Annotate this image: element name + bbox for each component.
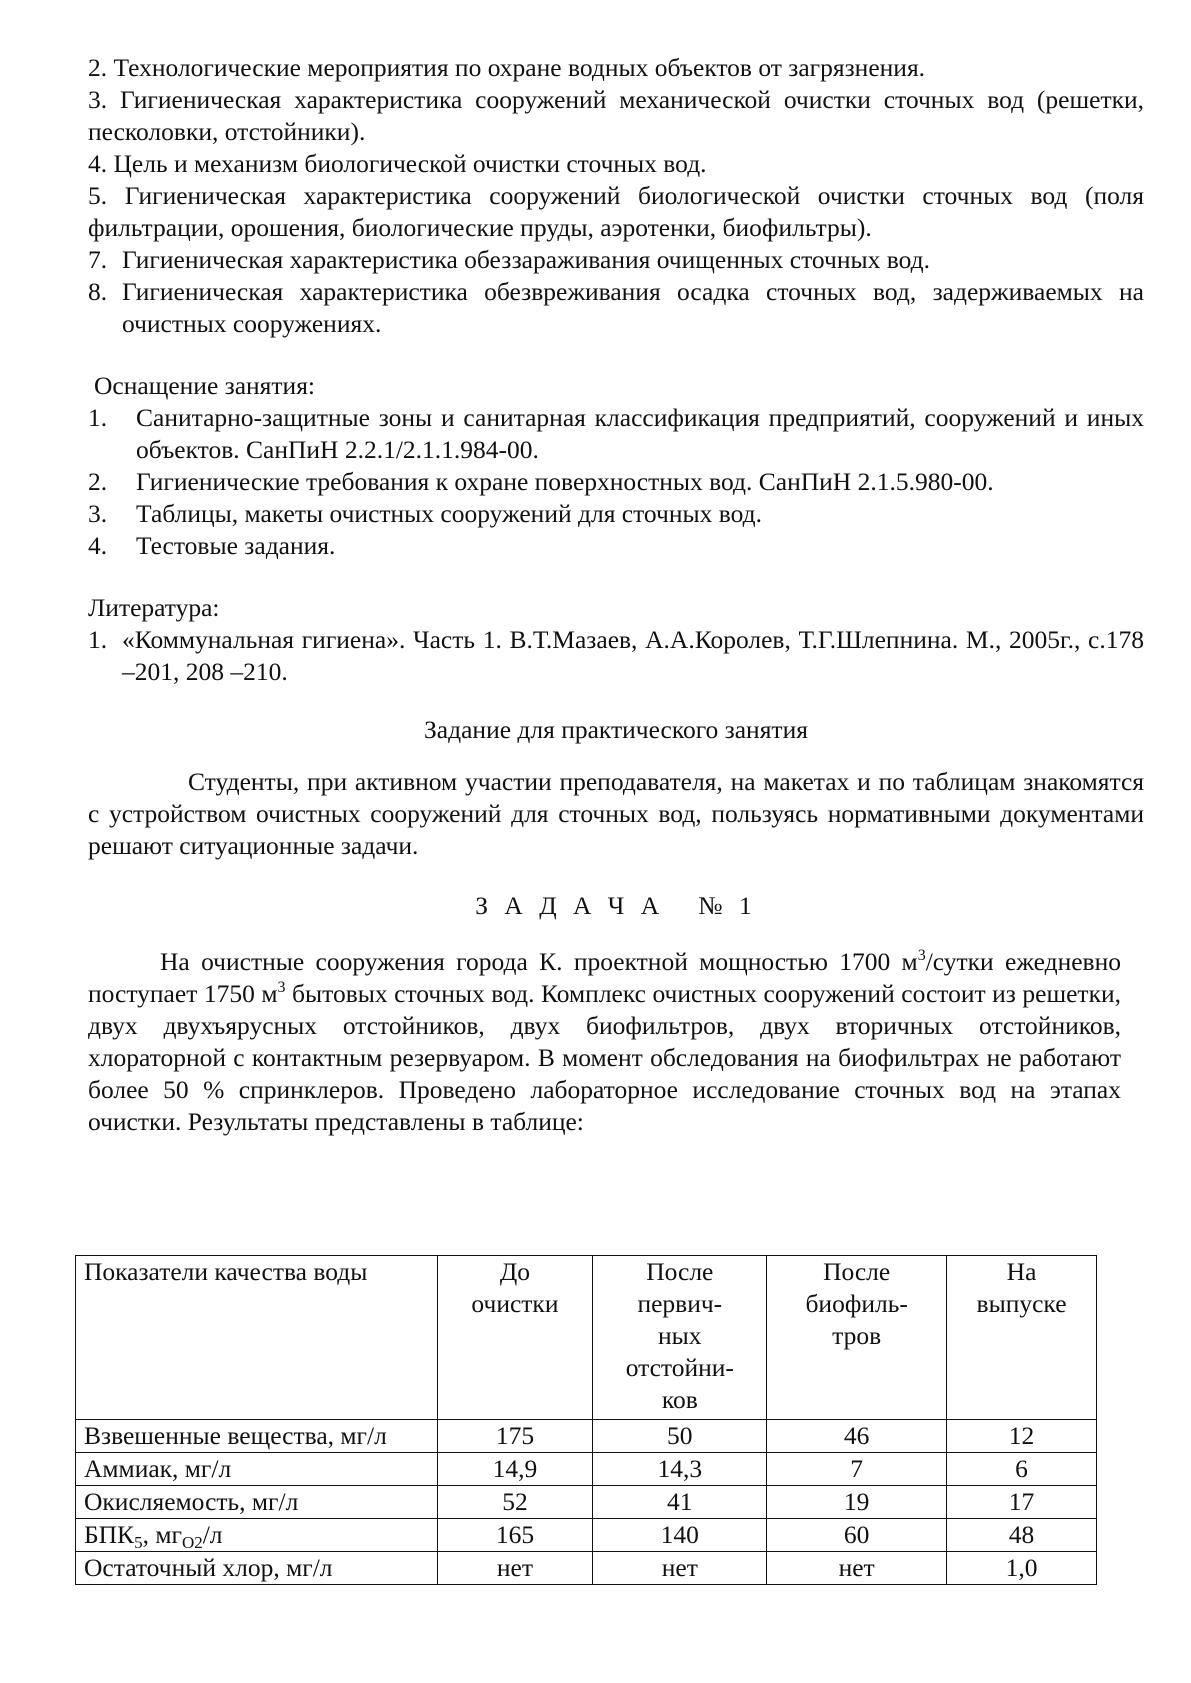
header-line: очистки [471,1289,559,1318]
literature-item [88,624,1144,688]
row-label-subscript: O2 [181,1533,203,1552]
cell-value: 48 [947,1519,1097,1552]
task-text-superscript-2: 3 [277,979,286,996]
header-cell-outlet [947,1256,1097,1420]
task-text-part-b: /сутки ежедневно поступает 1750 м [88,947,1121,1008]
row-label: Взвешенные вещества, мг/л [76,1420,438,1453]
table-row [76,1552,1097,1585]
question-8-number: 8. [88,277,108,306]
row-label-end: /л [202,1520,223,1549]
equipment-item-text: Таблицы, макеты очистных сооружений для сточных вод. [136,499,762,528]
header-cell-after-primary [593,1256,767,1420]
cell-value: 14,3 [593,1453,767,1486]
table-row [76,1519,1097,1552]
table-row [76,1420,1097,1453]
header-line: До [499,1257,531,1286]
row-label-subscript: 5 [134,1533,143,1552]
row-label: Остаточный хлор, мг/л [76,1552,438,1585]
cell-value: 12 [947,1420,1097,1453]
cell-value: 14,9 [437,1453,593,1486]
cell-value: 19 [767,1486,947,1519]
table-row [76,1453,1097,1486]
equipment-item [88,402,1144,466]
equipment-item [88,466,1144,498]
header-cell-after-biofilters [767,1256,947,1420]
question-8-text: Гигиеническая характеристика обезвреживания осадка сточных вод, задерживаемых на очистных сооружениях. [122,277,1144,338]
row-label [76,1519,438,1552]
table-row [76,1486,1097,1519]
row-label: Окисляемость, мг/л [76,1486,438,1519]
header-line: ков [661,1385,698,1414]
document-page [88,52,1144,1138]
header-line: выпуске [976,1289,1067,1318]
equipment-item [88,530,1144,562]
question-7-text: Гигиеническая характеристика обеззараживания очищенных сточных вод. [122,245,930,274]
question-3: 3. Гигиеническая характеристика сооружений механической очистки сточных вод (решетки, песколовки, отстойники). [88,85,1144,146]
row-label-mid: , мг [142,1520,182,1549]
equipment-item-text: Санитарно-защитные зоны и санитарная классификация предприятий, сооружений и иных объектов. СанПиН 2.2.1/2.1.1.984-00. [136,403,1144,464]
equipment-heading: Оснащение занятия: [94,371,316,400]
cell-value: нет [593,1552,767,1585]
equipment-item-number: 2. [88,467,108,496]
cell-value: 7 [767,1453,947,1486]
cell-value: 41 [593,1486,767,1519]
equipment-item-text: Гигиенические требования к охране поверхностных вод. СанПиН 2.1.5.980-00. [136,467,994,496]
equipment-item [88,498,1144,530]
assignment-text: Студенты, при активном участии преподавателя, на макетах и по таблицам знакомятся с устройством очистных сооружений для сточных вод, пользуясь нормативными документами решают ситуационные задачи. [88,767,1144,860]
task-text-part-a: На очистные сооружения города К. проектной мощностью 1700 м [160,947,918,976]
results-table [75,1255,1097,1585]
cell-value: 175 [437,1420,593,1453]
equipment-item-number: 4. [88,531,108,560]
equipment-item-text: Тестовые задания. [136,531,336,560]
header-line: биофиль- [805,1289,908,1318]
question-5: 5. Гигиеническая характеристика сооружений биологической очистки сточных вод (поля фильтрации, орошения, биологические пруды, аэротенки, биофильтры). [88,181,1144,242]
question-4: 4. Цель и механизм биологической очистки сточных вод. [88,149,707,178]
literature-item-number: 1. [88,625,108,654]
header-line: После [646,1257,714,1286]
question-7 [88,244,1144,276]
header-line: После [823,1257,891,1286]
cell-value: 52 [437,1486,593,1519]
question-8 [88,276,1144,340]
cell-value: нет [767,1552,947,1585]
cell-value: 6 [947,1453,1097,1486]
assignment-title: Задание для практического занятия [424,715,808,744]
cell-value: 60 [767,1519,947,1552]
table-header-row [76,1256,1097,1420]
header-line: тров [832,1321,882,1350]
question-2: 2. Технологические мероприятия по охране водных объектов от загрязнения. [88,53,926,82]
cell-value: 140 [593,1519,767,1552]
equipment-item-number: 1. [88,403,108,432]
header-cell-indicator: Показатели качества воды [76,1256,438,1420]
row-label-main: БПК [84,1520,135,1549]
cell-value: 17 [947,1486,1097,1519]
header-line: отстойни- [625,1353,734,1382]
task-text-superscript-1: 3 [917,947,926,964]
header-line: первич- [637,1289,723,1318]
equipment-item-number: 3. [88,499,108,528]
header-line: ных [658,1321,702,1350]
cell-value: 165 [437,1519,593,1552]
header-cell-before [437,1256,593,1420]
cell-value: нет [437,1552,593,1585]
task-text-part-c: бытовых сточных вод. Комплекс очистных сооружений состоит из решетки, двух двухъярусных отстойников, двух биофильтров, двух вторичных отстойников, хлораторной с контактным резервуаром. В момент обследования на биофильтрах не работают более 50 % спринклеров. Проведено лабораторное исследование сточных вод на этапах очистки. Результаты представлены в таблице: [88,979,1121,1136]
task-title: З А Д А Ч А № 1 [475,891,757,920]
row-label: Аммиак, мг/л [76,1453,438,1486]
literature-item-text: «Коммунальная гигиена». Часть 1. В.Т.Мазаев, А.А.Королев, Т.Г.Шлепнина. М., 2005г., с.178 –201, 208 –210. [122,625,1144,686]
literature-heading: Литература: [88,593,220,622]
header-line: На [1006,1257,1037,1286]
cell-value: 1,0 [947,1552,1097,1585]
cell-value: 50 [593,1420,767,1453]
question-7-number: 7. [88,245,108,274]
task-text [88,946,1121,1138]
cell-value: 46 [767,1420,947,1453]
